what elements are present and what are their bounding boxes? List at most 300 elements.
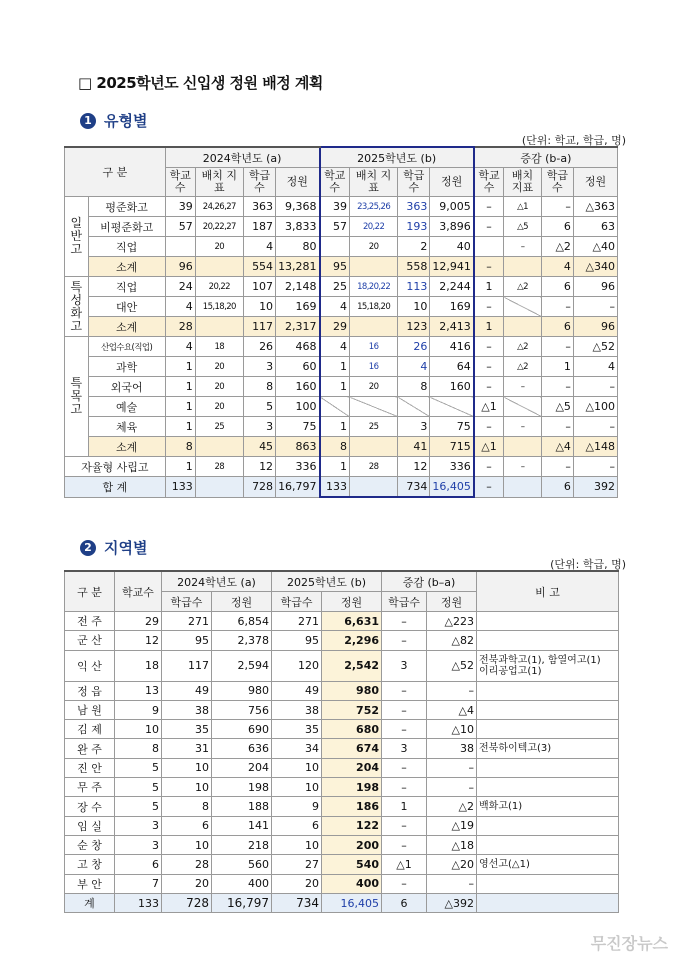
cell: 63 [573, 217, 617, 237]
cell: 4 [541, 257, 573, 277]
cell: – [541, 457, 573, 477]
cell: 10 [272, 758, 322, 777]
cell: 95 [272, 631, 322, 650]
section-1-number: 1 [80, 113, 96, 129]
subheader-baechi: 배치 지표 [350, 168, 398, 197]
cell: – [427, 681, 477, 700]
cell: – [504, 457, 542, 477]
table-row [65, 855, 619, 874]
subheader-baechi: 배치 지표 [504, 168, 542, 197]
cell: – [382, 700, 427, 719]
cell: 1 [165, 457, 195, 477]
cell: 1 [474, 277, 504, 297]
cell: – [504, 237, 542, 257]
cell: 2,317 [276, 317, 320, 337]
cell: 193 [398, 217, 430, 237]
subheader-class: 학급수 [162, 592, 212, 612]
row-label: 외국어 [88, 377, 165, 397]
cell: – [474, 297, 504, 317]
cell: 2,413 [430, 317, 474, 337]
cell: 680 [322, 720, 382, 739]
cell: 6 [541, 477, 573, 498]
cell: 10 [272, 778, 322, 797]
cell: – [573, 457, 617, 477]
cell: 39 [165, 197, 195, 217]
cell: 10 [162, 778, 212, 797]
cell: 122 [322, 816, 382, 835]
cell: △5 [504, 217, 542, 237]
section-2-unit: (단위: 학급, 명) [550, 558, 626, 571]
cell [504, 477, 542, 498]
row-label: 소계 [88, 437, 165, 457]
section-2-title [80, 537, 147, 558]
cell: △1 [504, 197, 542, 217]
subheader-class: 학급 수 [398, 168, 430, 197]
cell [504, 317, 542, 337]
cell: 20 [162, 874, 212, 893]
note-cell: 전북과학고(1), 함열여고(1) 이리공업고(1) [477, 650, 619, 681]
cell: – [504, 377, 542, 397]
cell: 5 [115, 778, 162, 797]
cell: 1 [320, 457, 350, 477]
region-label: 장 수 [65, 797, 115, 816]
table-row [65, 835, 619, 854]
cell: 6 [382, 893, 427, 912]
note-cell [477, 681, 619, 700]
cell: 64 [430, 357, 474, 377]
cell: – [541, 297, 573, 317]
cell: 10 [162, 835, 212, 854]
table-row [65, 477, 618, 498]
cell: 20 [195, 237, 243, 257]
cell: 10 [115, 720, 162, 739]
subheader-quota: 정원 [427, 592, 477, 612]
region-label: 부 안 [65, 874, 115, 893]
cell [195, 257, 243, 277]
cell: – [474, 417, 504, 437]
cell: △392 [427, 893, 477, 912]
cell: 15,18,20 [350, 297, 398, 317]
note-cell [477, 778, 619, 797]
cell: – [382, 681, 427, 700]
cell: 25 [195, 417, 243, 437]
cell: 3,896 [430, 217, 474, 237]
cell: 18 [115, 650, 162, 681]
cell: – [382, 778, 427, 797]
cell: 416 [430, 337, 474, 357]
cell: 188 [212, 797, 272, 816]
cell: 674 [322, 739, 382, 758]
cell: 20 [272, 874, 322, 893]
cell: 26 [243, 337, 275, 357]
cell: – [474, 217, 504, 237]
cell: 271 [272, 612, 322, 631]
row-label: 과학 [88, 357, 165, 377]
cell: 400 [212, 874, 272, 893]
note-cell [477, 700, 619, 719]
cell: 117 [243, 317, 275, 337]
cell [504, 397, 542, 417]
cell: 863 [276, 437, 320, 457]
note-cell: 백화고(1) [477, 797, 619, 816]
cell: 38 [272, 700, 322, 719]
cell: 169 [276, 297, 320, 317]
header-gubun: 구 분 [65, 147, 166, 197]
cell: 95 [162, 631, 212, 650]
cell: 198 [322, 778, 382, 797]
cell: 1 [382, 797, 427, 816]
table-row [65, 631, 619, 650]
cell: △223 [427, 612, 477, 631]
cell: – [541, 377, 573, 397]
cell: 636 [212, 739, 272, 758]
cell: 23,25,26 [350, 197, 398, 217]
cell: 24 [165, 277, 195, 297]
cell: 2,594 [212, 650, 272, 681]
cell: 20,22,27 [195, 217, 243, 237]
cell: △4 [541, 437, 573, 457]
cell: – [474, 377, 504, 397]
cell: 96 [165, 257, 195, 277]
table-row [65, 681, 619, 700]
table-row [65, 197, 618, 217]
cell: △1 [382, 855, 427, 874]
cell: 3 [382, 650, 427, 681]
cell: 9 [115, 700, 162, 719]
cell: 25 [350, 417, 398, 437]
table-row [65, 297, 618, 317]
cell: 8 [320, 437, 350, 457]
cell: 6 [541, 217, 573, 237]
row-label: 소계 [88, 317, 165, 337]
cell: 20,22 [350, 217, 398, 237]
region-label: 남 원 [65, 700, 115, 719]
table-row [65, 893, 619, 912]
header-2025: 2025학년도 (b) [320, 147, 474, 168]
table-row [65, 377, 618, 397]
cell: 1 [541, 357, 573, 377]
table-row [65, 397, 618, 417]
note-cell [477, 816, 619, 835]
header-diff: 증감 (b–a) [382, 571, 477, 592]
cell: 1 [165, 357, 195, 377]
cell: 26 [398, 337, 430, 357]
cell: 5 [115, 797, 162, 816]
table-row [65, 778, 619, 797]
region-label: 진 안 [65, 758, 115, 777]
cell: 24,26,27 [195, 197, 243, 217]
cell: 6 [541, 317, 573, 337]
cell [398, 397, 430, 417]
cell: 16 [350, 357, 398, 377]
note-cell: 영선고(△1) [477, 855, 619, 874]
cell: 468 [276, 337, 320, 357]
cell: 1 [320, 417, 350, 437]
cell: 3 [115, 816, 162, 835]
cell: 560 [212, 855, 272, 874]
subheader-school: 학교 수 [474, 168, 504, 197]
cell: △10 [427, 720, 477, 739]
cell [474, 237, 504, 257]
cell: 16,797 [276, 477, 320, 498]
cell: 13 [115, 681, 162, 700]
cell: 13,281 [276, 257, 320, 277]
cell: 5 [115, 758, 162, 777]
cell [195, 317, 243, 337]
cell: 160 [276, 377, 320, 397]
cell [165, 237, 195, 257]
section-2-number: 2 [80, 540, 96, 556]
cell: 28 [350, 457, 398, 477]
cell: △18 [427, 835, 477, 854]
cell: 6 [115, 855, 162, 874]
row-label: 비평준화고 [88, 217, 165, 237]
note-cell [477, 758, 619, 777]
section-2-label: 지역별 [104, 539, 148, 557]
cell: 204 [212, 758, 272, 777]
cell [350, 477, 398, 498]
table-row [65, 277, 618, 297]
cell: 35 [272, 720, 322, 739]
table-row [65, 874, 619, 893]
cell: 6,631 [322, 612, 382, 631]
row-label: 산업수요(직업) [88, 337, 165, 357]
region-label: 고 창 [65, 855, 115, 874]
cell: 8 [115, 739, 162, 758]
cell: – [541, 337, 573, 357]
cell: 756 [212, 700, 272, 719]
cell: △19 [427, 816, 477, 835]
cell: 2,542 [322, 650, 382, 681]
row-label: 대안 [88, 297, 165, 317]
cell: 41 [398, 437, 430, 457]
cell: 75 [430, 417, 474, 437]
cell: 96 [573, 317, 617, 337]
cell: 120 [272, 650, 322, 681]
cell: 16,405 [322, 893, 382, 912]
cell: 15,18,20 [195, 297, 243, 317]
cell: 16 [350, 337, 398, 357]
cell: △2 [427, 797, 477, 816]
cell: 38 [427, 739, 477, 758]
cell: 392 [573, 477, 617, 498]
cell: – [427, 778, 477, 797]
header-note: 비 고 [477, 571, 619, 612]
cell: 728 [162, 893, 212, 912]
cell: 75 [276, 417, 320, 437]
cell: – [382, 720, 427, 739]
table-row [65, 739, 619, 758]
cell: △148 [573, 437, 617, 457]
cell: – [573, 417, 617, 437]
cell: 10 [398, 297, 430, 317]
cell: 100 [276, 397, 320, 417]
cell: – [573, 297, 617, 317]
cell: △363 [573, 197, 617, 217]
cell: 10 [272, 835, 322, 854]
table-row [65, 337, 618, 357]
cell: 27 [272, 855, 322, 874]
group-label-special: 특목고 [65, 337, 89, 457]
cell: – [382, 631, 427, 650]
cell: 554 [243, 257, 275, 277]
cell: 186 [322, 797, 382, 816]
cell: △40 [573, 237, 617, 257]
cell: 39 [320, 197, 350, 217]
cell: 3 [382, 739, 427, 758]
cell: 133 [115, 893, 162, 912]
cell: 141 [212, 816, 272, 835]
cell: 734 [272, 893, 322, 912]
table-row [65, 816, 619, 835]
cell: 6 [541, 277, 573, 297]
subheader-quota: 정원 [322, 592, 382, 612]
cell: 8 [165, 437, 195, 457]
cell: 169 [430, 297, 474, 317]
cell: 3 [398, 417, 430, 437]
cell: 400 [322, 874, 382, 893]
row-label: 직업 [88, 277, 165, 297]
cell: 690 [212, 720, 272, 739]
cell: 363 [243, 197, 275, 217]
cell: 133 [320, 477, 350, 498]
cell [504, 257, 542, 277]
cell: 1 [320, 357, 350, 377]
subheader-class: 학급수 [382, 592, 427, 612]
cell: 1 [165, 377, 195, 397]
cell: 20 [195, 377, 243, 397]
cell: – [474, 477, 504, 498]
cell: 3 [243, 357, 275, 377]
table-row [65, 437, 618, 457]
cell: 200 [322, 835, 382, 854]
table-row [65, 700, 619, 719]
cell: 1 [320, 377, 350, 397]
note-cell [477, 835, 619, 854]
cell: 40 [430, 237, 474, 257]
cell: 363 [398, 197, 430, 217]
subheader-quota: 정원 [276, 168, 320, 197]
cell [320, 397, 350, 417]
group-label-general: 일반고 [65, 197, 89, 277]
note-cell [477, 631, 619, 650]
cell: 4 [243, 237, 275, 257]
cell: – [382, 874, 427, 893]
cell [350, 437, 398, 457]
cell: 29 [115, 612, 162, 631]
cell: – [382, 612, 427, 631]
cell [320, 237, 350, 257]
cell: 57 [320, 217, 350, 237]
cell: △1 [474, 437, 504, 457]
header-schools: 학교수 [115, 571, 162, 612]
table-row [65, 257, 618, 277]
subheader-class: 학급 수 [541, 168, 573, 197]
cell: 10 [162, 758, 212, 777]
cell: 336 [276, 457, 320, 477]
note-cell [477, 612, 619, 631]
region-label: 무 주 [65, 778, 115, 797]
cell: 107 [243, 277, 275, 297]
cell [195, 477, 243, 498]
cell: – [427, 874, 477, 893]
cell: – [474, 457, 504, 477]
cell: 29 [320, 317, 350, 337]
cell: 558 [398, 257, 430, 277]
cell: 113 [398, 277, 430, 297]
table-row [65, 612, 619, 631]
cell: 9 [272, 797, 322, 816]
cell [350, 397, 398, 417]
page-title: □ 2025학년도 신입생 정원 배정 계획 [78, 74, 323, 92]
cell: 4 [320, 297, 350, 317]
cell: 2,378 [212, 631, 272, 650]
cell: – [382, 835, 427, 854]
cell: 8 [398, 377, 430, 397]
watermark-logo: 무진장뉴스 [590, 934, 668, 953]
cell: 715 [430, 437, 474, 457]
table-row [65, 237, 618, 257]
cell: △52 [573, 337, 617, 357]
cell: 728 [243, 477, 275, 498]
cell: – [474, 257, 504, 277]
header-2024: 2024학년도 (a) [162, 571, 272, 592]
region-label: 계 [65, 893, 115, 912]
subheader-quota: 정원 [573, 168, 617, 197]
row-label: 자율형 사립고 [65, 457, 166, 477]
cell: – [504, 417, 542, 437]
cell: 1 [474, 317, 504, 337]
cell: 8 [162, 797, 212, 816]
cell: 20 [195, 357, 243, 377]
cell: – [474, 337, 504, 357]
cell: 123 [398, 317, 430, 337]
cell: 3 [115, 835, 162, 854]
cell: 7 [115, 874, 162, 893]
cell [195, 437, 243, 457]
region-label: 완 주 [65, 739, 115, 758]
table-row [65, 457, 618, 477]
cell: 271 [162, 612, 212, 631]
table-row [65, 797, 619, 816]
cell: 204 [322, 758, 382, 777]
header-2024: 2024학년도 (a) [165, 147, 319, 168]
region-label: 익 산 [65, 650, 115, 681]
cell: 734 [398, 477, 430, 498]
cell: 35 [162, 720, 212, 739]
cell: 1 [165, 417, 195, 437]
cell: 5 [243, 397, 275, 417]
cell: 6 [162, 816, 212, 835]
cell: – [474, 357, 504, 377]
cell: 28 [195, 457, 243, 477]
cell: 96 [573, 277, 617, 297]
cell: △1 [474, 397, 504, 417]
cell: 12 [398, 457, 430, 477]
cell: 4 [573, 357, 617, 377]
subheader-class: 학급 수 [243, 168, 275, 197]
table-row [65, 758, 619, 777]
cell: 980 [322, 681, 382, 700]
table-by-type [64, 146, 618, 498]
table-row [65, 650, 619, 681]
cell: 18,20,22 [350, 277, 398, 297]
cell: 4 [398, 357, 430, 377]
cell [504, 297, 542, 317]
section-1-title [80, 110, 147, 131]
cell: 49 [162, 681, 212, 700]
table-row [65, 417, 618, 437]
